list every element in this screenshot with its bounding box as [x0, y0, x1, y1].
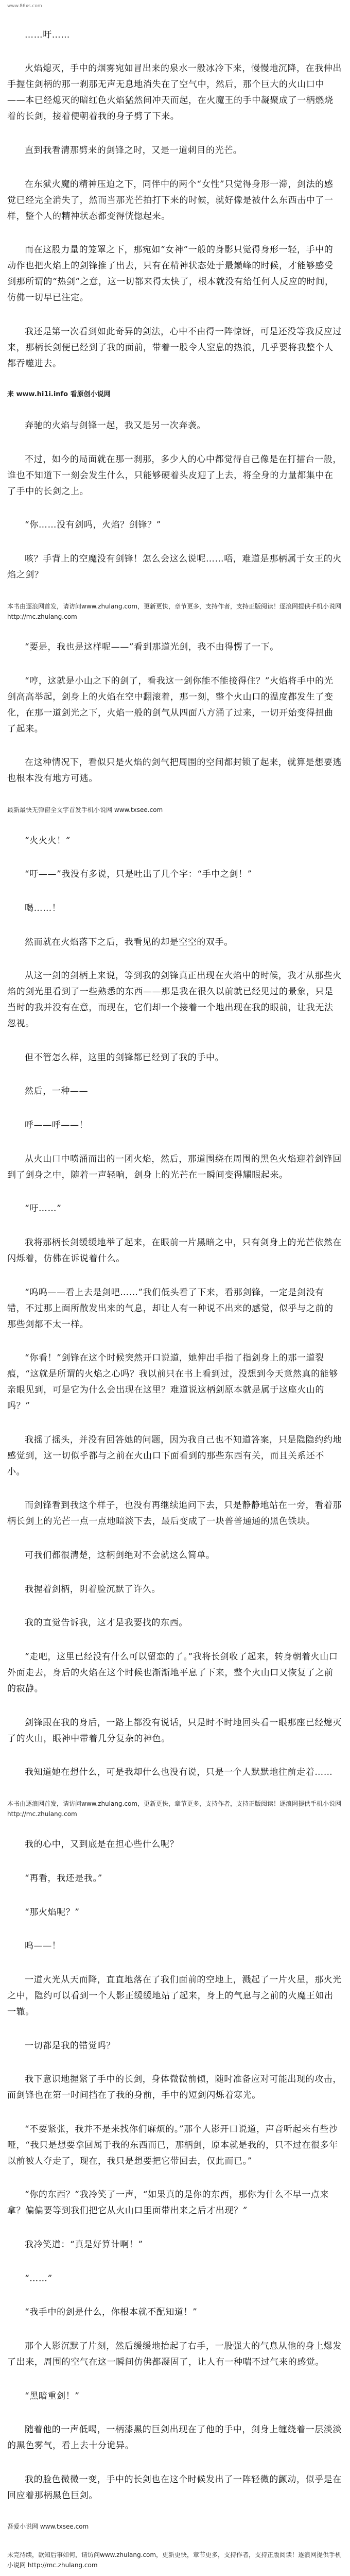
- paragraph: 我下意识地握紧了手中的长剑，身体微微前倾，随时准备应对可能出现的攻击，而剑锋也在第一时间挡在了我的身前，手中的短剑闪烁着寒光。: [7, 2074, 342, 2101]
- paragraph: 而剑锋看到我这个样子，也没有再继续追问下去，只是静静地站在一旁，看着那柄长剑上的光芒一点一点地暗淡下去，最后变成了一块普普通通的黑色铁块。: [7, 1500, 342, 1527]
- watermark-notice: 最新最快无弹窗全文字首发手机小说网 www.txsee.com: [7, 806, 163, 814]
- site-header: www.86xs.com: [7, 4, 42, 9]
- paragraph: 我还是第一次看到如此奇异的剑法，心中不由得一阵惊讶，可是还没等我反应过来，那柄长剑便已经到了我的面前，带着一股令人窒息的热浪，几乎要将我整个人都吞噬进去。: [7, 326, 342, 369]
- paragraph: 我的脸色微微一变，手中的长剑也在这个时候发出了一阵轻微的颤动，似乎是在回应着那柄黑色巨剑。: [7, 2474, 342, 2501]
- dialogue-line: “我手中的剑是什么，你根本就不配知道！”: [25, 2307, 198, 2318]
- dialogue-line: “……”: [25, 2273, 52, 2284]
- paragraph: 一切都是我的错觉吗？: [25, 2040, 115, 2051]
- exclamation-line: 呜——！: [25, 1941, 61, 1952]
- watermark-notice: 未完待续，欲知后事如何，请访问www.zhulang.com，更新更快，章节更多，支持作者，支持正版阅读！逐浪网提供手机小说网 http://mc.zhulang.com: [7, 2551, 342, 2569]
- paragraph: “走吧，这里已经没有什么可以留恋的了。”我将长剑收了起来，转身朝着火山口外面走去，身后的火焰在这个时候也渐渐地平息了下来，整个火山口又恢复了之前的寂静。: [7, 1651, 338, 1694]
- dialogue-line: “火火火！”: [25, 835, 71, 846]
- watermark-notice: 本书由逐浪网首发，请访问www.zhulang.com，更新更快，章节更多，支持作者，支持正版阅读！逐浪网提供手机小说网 http://mc.zhulang.com: [7, 1800, 342, 1818]
- dialogue-line: “要是，我也是这样呢——”看到那道光剑，我不由得愣了一下。: [25, 642, 279, 653]
- paragraph: 我摇了摇头，并没有回答她的问题，因为我自己也不知道答案，只是隐隐约约地感觉到，这一切似乎都与之前在火山口下面看到的那些东西有关，而且关系还不小。: [7, 1434, 342, 1477]
- dialogue-line: “吁——”我没有多说，只是吐出了几个字：“手中之剑！”: [25, 869, 252, 880]
- dialogue-line: “吁……”: [25, 1204, 62, 1214]
- paragraph: 直到我看清那劈来的剑锋之时，又是一道刺目的光芒。: [25, 145, 242, 156]
- paragraph: 火焰熄灭，手中的烟雾宛如冒出来的泉水一般冰冷下来，慢慢地沉降，在我伸出手握住剑柄的那一刹那无声无息地消失在了空气中，然后，那个巨大的火山口中——本已经熄灭的暗红色火焰猛然间冲天而起，在火魔王的手中凝聚成了一柄燃烧着的长剑，接着便朝着我的身子劈了下来。: [7, 63, 342, 122]
- paragraph: 从这一剑的剑柄上来说，等到我的剑锋真正出现在火焰中的时候，我才从那些火焰的剑光里看到了一些熟悉的东西——那是我在很久以前就已经见过的景象，只是当时的我并没有在意，而现在，它们却一个接着一个地出现在我的眼前，让我无法忽视。: [7, 971, 342, 1029]
- paragraph: 奔驰的火焰与剑锋一起，我又是另一次奔袭。: [25, 420, 206, 431]
- opening-line: ……吁……: [25, 29, 70, 40]
- paragraph: “呜呜——看上去是剑吧……”我们低头看了下来，看那剑锋，一定是剑没有错，不过那上面所散发出来的气息，却让人有一种说不出来的感觉，似乎与之前的那些剑都不太一样。: [7, 1287, 334, 1330]
- paragraph: 从火山口中喷涌而出的一团火焰，然后，那道围绕在周围的黑色火焰迎着剑锋回到了剑身之中，随着一声轻响，剑身上的光芒在一瞬间变得耀眼起来。: [7, 1154, 342, 1180]
- watermark-notice: 来 www.hi1i.info 看原创小说网: [7, 391, 111, 399]
- paragraph: 随着他的一声低喝，一柄漆黑的巨剑出现在了他的手中，剑身上缠绕着一层淡淡的黑色雾气，看上去十分诡异。: [7, 2425, 342, 2451]
- paragraph: “不要紧张，我并不是来找你们麻烦的。”那个人影开口说道，声音听起来有些沙哑，“我只是想要拿回属于我的东西而已，那柄剑，原本就是我的，只不过在很多年以前被人夺走了，现在，我只是想要把它带回去，仅此而已。”: [7, 2124, 338, 2166]
- paragraph: 那个人影沉默了片刻，然后缓缓地抬起了右手，一股强大的气息从他的身上爆发了出来，周围的空气在这一瞬间仿佛都凝固了，让人有一种喘不过气来的感觉。: [7, 2341, 342, 2367]
- paragraph: 但不管怎么样，这里的剑锋都已经到了我的手中。: [25, 1052, 224, 1063]
- paragraph: 我握着剑柄，阴着脸沉默了许久。: [25, 1584, 161, 1595]
- paragraph: “你看！”剑锋在这个时候突然开口说道，她伸出手指了指剑身上的那一道裂痕，“这就是所谓的火焰之心吗？我以前只在书上看到过，没想到今天竟然真的能够亲眼见到，可是它为什么会出现在这里？难道说这柄剑原本就是属于这座火山的吗？”: [7, 1353, 338, 1412]
- dialogue-line: 我冷笑道：“真是好算计啊！”: [25, 2240, 143, 2250]
- paragraph: 一道火光从天而降，直直地落在了我们面前的空地上，溅起了一片火星，那火光之中，隐约可以看到一个人影正缓缓地站了起来，身上的气息与之前的火魔王如出一辙。: [7, 1974, 342, 2017]
- paragraph: “你的东西？”我冷笑了一声，“如果真的是你的东西，那你为什么不早一点来拿？偏偏要等到我们把它从火山口里面带出来之后才出现？”: [7, 2190, 329, 2216]
- paragraph: 然而就在火焰落下之后，我看见的却是空空的双手。: [25, 937, 233, 947]
- paragraph: 我的直觉告诉我，这才是我要找的东西。: [25, 1618, 188, 1629]
- paragraph: 咳？手背上的空魔没有剑锋！怎么会这么说呢……唔，难道是那柄属于女王的火焰之剑？: [7, 553, 342, 580]
- paragraph: 我将那柄长剑缓缓地举了起来，在眼前一片黑暗之中，只有剑身上的光芒依然在闪烁着，仿佛在诉说着什么。: [7, 1237, 342, 1264]
- paragraph: 我的心中，又到底是在担心些什么呢？: [25, 1839, 179, 1850]
- paragraph: 不过，如今的局面就在那一刹那，多少人的心中都觉得自己像是在打擂台一般，谁也不知道下一刻会发生什么，只能够硬着头皮迎了上去，将全身的力量都集中在了手中的长剑之上。: [7, 454, 342, 497]
- dialogue-line: “你……没有剑吗，火焰？剑锋？”: [25, 520, 161, 531]
- paragraph: 而在这股力量的笼罩之下，那宛如“女神”一般的身影只觉得身形一轻，手中的动作也把火焰上的剑锋推了出去，只有在精神状态处于最巅峰的时候，才能够感受到那所谓的“热剑”之意，这一切都来得太快了，根本就没有给任何人反应的时间，仿佛一切早已注定。: [7, 245, 334, 303]
- paragraph: 我知道她在想什么，可是我却什么也没有说，只是一个人默默地往前走着……: [25, 1767, 333, 1778]
- paragraph: 可我们都很清楚，这柄剑绝对不会就这么简单。: [25, 1550, 215, 1561]
- paragraph: 剑锋跟在我的身后，一路上都没有说话，只是时不时地回头看一眼那座已经熄灭了的火山，眼神中带着几分复杂的神色。: [7, 1717, 342, 1744]
- exclamation-line: 喝……！: [25, 903, 61, 913]
- paragraph: 在这种情况下，看似只是火焰的剑气把周围的空间都封锁了起来，就算是想要逃也根本没有地方可逃。: [7, 757, 342, 784]
- paragraph: 在东狱火魔的精神压迫之下，同伴中的两个“女性”只觉得身形一滞，剑法的感觉已经完全消失了，然而当那光芒拍打下来的时候，就好像是被什么东西击中了一样，整个人的精神状态都变得恍惚起来。: [7, 179, 334, 222]
- paragraph: 然后，一种——: [25, 1086, 89, 1097]
- dialogue-line: “那火焰呢？”: [25, 1907, 80, 1918]
- dialogue-line: “黑暗重剑！”: [25, 2391, 80, 2401]
- exclamation-line: 呼——呼——！: [25, 1120, 89, 1130]
- watermark-notice: 吾爱小说网 www.txsee.com: [7, 2523, 89, 2531]
- watermark-notice: 本书由逐浪网首发，请访问www.zhulang.com，更新更快，章节更多，支持作者，支持正版阅读！逐浪网提供手机小说网 http://mc.zhulang.com: [7, 602, 342, 620]
- paragraph: “哼，这就是小山之下的剑了，看我这一剑你能不能接得住？”火焰将手中的光剑高高举起，剑身上的火焰在空中翻滚着，那一刻，整个火山口的温度都发生了变化，在那一道剑光之下，火焰一般的剑气从四面八方涌了过来，一切开始变得扭曲了起来。: [7, 675, 334, 734]
- dialogue-line: “再看，我还是我。”: [25, 1873, 102, 1884]
